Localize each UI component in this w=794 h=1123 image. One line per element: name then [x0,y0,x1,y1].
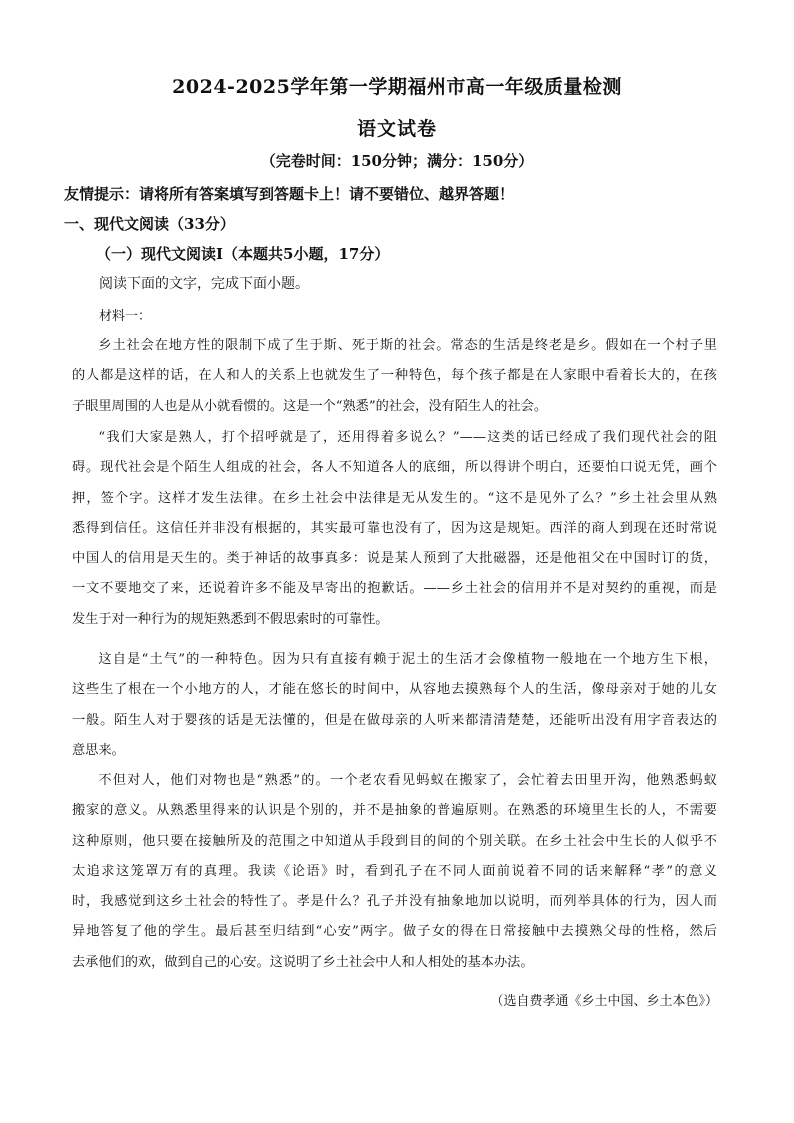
sub-section-heading: （一）现代文阅读Ⅰ（本题共5小题，17分） [96,245,390,263]
source-citation: （选自费孝通《乡土中国、乡土本色》） [490,994,718,1009]
paragraph-4 [72,766,717,978]
paragraph-line: 意思来。 [72,742,125,758]
paragraph-line: 太追求这笼罩万有的真理。我读《论语》时，看到孔子在不同人面前说着不同的话来解释“孝”的意义 [72,863,717,879]
paragraph-line: 押，签个字。这样才发生法律。在乡土社会中法律是无从发生的。“这不是见外了么？”乡土社会里从熟 [72,490,717,506]
exam-title: 2024-2025学年第一学期福州市高一年级质量检测 [172,76,622,98]
paragraph-line: 一文不要地交了来，还说着许多不能及早寄出的抱歉话。——乡土社会的信用并不是对契约的重视，而是 [72,581,717,597]
paragraph-2 [72,423,717,635]
reading-instruction: 阅读下面的文字，完成下面小题。 [99,276,309,292]
paragraph-line: 这自是“土气”的一种特色。因为只有直接有赖于泥土的生活才会像植物一般地在一个地方生下根， [98,652,717,667]
paragraph-line: 的人都是这样的话，在人和人的关系上也就发生了一种特色，每个孩子都是在人家眼中看着长大的，在孩 [72,368,717,384]
paragraph-line: “我们大家是熟人，打个招呼就是了，还用得着多说么？”——这类的话已经成了我们现代社会的阻 [98,430,717,445]
paragraph-line: 时，我感觉到这乡土社会的特性了。孝是什么？孔子并没有抽象地加以说明，而列举具体的行为，因人而 [72,894,717,910]
material-label: 材料一： [99,309,152,324]
paragraph-line: 异地答复了他的学生。最后甚至归结到“心安”两字。做子女的得在日常接触中去摸熟父母的性格，然后 [72,924,717,940]
paragraph-line: 这种原则，他只要在接触所及的范围之中知道从手段到目的间的个别关联。在乡土社会中生长的人似乎不 [72,833,717,849]
paragraph-3 [72,645,717,766]
paragraph-line: 悉得到信任。这信任并非没有根据的，其实最可靠也没有了，因为这是规矩。西洋的商人到现在还时常说 [72,520,717,536]
exam-info: （完卷时间：150分钟；满分：150分） [260,152,534,170]
paragraph-1 [72,331,717,422]
paragraph-line: 中国人的信用是天生的。类于神话的故事真多：说是某人预到了大批磁器，还是他祖父在中国时订的货， [72,551,717,567]
paragraph-line: 发生于对一种行为的规矩熟悉到不假思索时的可靠性。 [72,611,389,627]
paragraph-line: 碍。现代社会是个陌生人组成的社会，各人不知道各人的底细，所以得讲个明白，还要怕口说无凭，画个 [72,460,717,476]
paragraph-line: 乡土社会在地方性的限制下成了生于斯、死于斯的社会。常态的生活是终老是乡。假如在一个村子里 [98,338,717,353]
paragraph-line: 搬家的意义。从熟悉里得来的认识是个别的，并不是抽象的普遍原则。在熟悉的环境里生长的人，不需要 [72,803,717,819]
paragraph-line: 去承他们的欢，做到自己的心安。这说明了乡土社会中人和人相处的基本办法。 [72,954,534,970]
paragraph-line: 不但对人，他们对物也是“熟悉”的。一个老农看见蚂蚁在搬家了，会忙着去田里开沟，他熟悉蚂蚁 [98,773,717,788]
paragraph-line: 一般。陌生人对于婴孩的话是无法懂的，但是在做母亲的人听来都清清楚楚，还能听出没有用字音表达的 [72,712,717,728]
paragraph-line: 子眼里周围的人也是从小就看惯的。这是一个“熟悉”的社会，没有陌生人的社会。 [72,398,548,414]
section-heading: 一、现代文阅读（33分） [64,215,235,233]
friendly-tip: 友情提示：请将所有答案填写到答题卡上！请不要错位、越界答题！ [64,185,515,203]
paragraph-line: 这些生了根在一个小地方的人，才能在悠长的时间中，从容地去摸熟每个人的生活，像母亲对于她的儿女 [72,682,717,698]
subject-title: 语文试卷 [356,118,437,140]
